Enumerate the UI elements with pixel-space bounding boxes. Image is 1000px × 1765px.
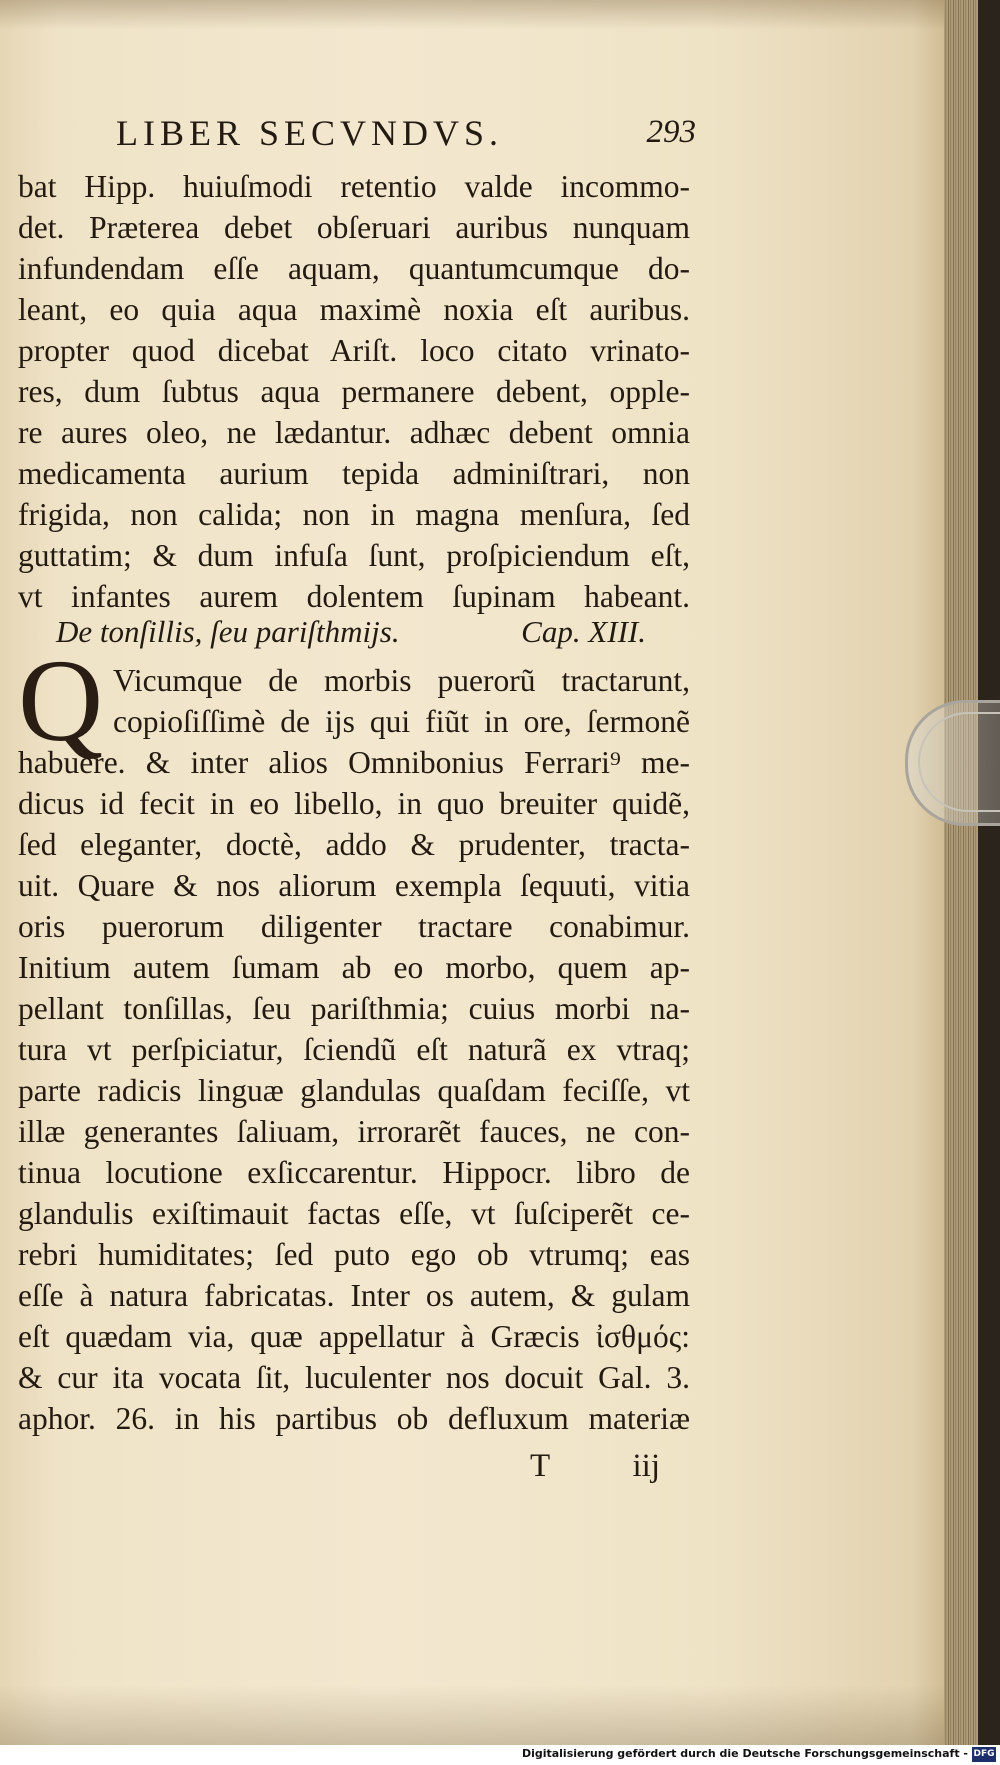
text-line: bat Hipp. huiuſmodi retentio valde incommo-	[18, 169, 690, 204]
text-line: guttatim; & dum infuſa ſunt, proſpiciendum eſt,	[18, 538, 690, 573]
text-line: habuere. & inter alios Omnibonius Ferrari⁹ me-	[18, 745, 690, 780]
text-line: pellant tonſillas, ſeu pariſthmia; cuius morbi na-	[18, 991, 690, 1026]
text-line: parte radicis linguæ glandulas quaſdam feciſſe, vt	[18, 1073, 690, 1108]
text-line: leant, eo quia aqua maximè noxia eſt auribus.	[18, 292, 690, 327]
page-stack-edge	[944, 0, 980, 1745]
paragraph-ears	[18, 166, 690, 617]
text-line: copioſiſſimè de ijs qui fiũt in ore, ſermonẽ	[113, 704, 690, 739]
chapter-number: Cap. XIII.	[521, 614, 646, 649]
text-line: det. Præterea debet obſeruari auribus nunquam	[18, 210, 690, 245]
text-line: re aures oleo, ne lædantur. adhæc debent omnia	[18, 415, 690, 450]
text-line: res, dum ſubtus aqua permanere debent, opple-	[18, 374, 690, 409]
running-head: LIBER SECVNDVS.	[116, 113, 504, 153]
funding-credit: Digitalisierung gefördert durch die Deutsche Forschungsgemeinschaft -	[521, 1747, 968, 1760]
dfg-logo: DFG	[972, 1747, 996, 1762]
text-line: rebri humiditates; ſed puto ego ob vtrumq; eas	[18, 1237, 690, 1272]
text-line: eſt quædam via, quæ appellatur à Græcis ἰσθμός:	[18, 1319, 690, 1354]
drop-cap: Q	[18, 635, 104, 766]
page-header	[116, 112, 696, 160]
text-line: frigida, non calida; non in magna menſura, ſed	[18, 497, 690, 532]
book-cover-edge	[978, 0, 1000, 1765]
text-line: Vicumque de morbis puerorũ tractarunt,	[113, 663, 690, 698]
text-line: Initium autem ſumam ab eo morbo, quem ap-	[18, 950, 690, 985]
text-line: infundendam eſſe aquam, quantumcumque do-	[18, 251, 690, 286]
text-line: oris puerorum diligenter tractare conabimur.	[18, 909, 690, 944]
text-line: tura vt perſpiciatur, ſciendũ eſt naturã ex vtraq;	[18, 1032, 690, 1067]
page-shadow-bottom	[0, 1685, 950, 1745]
text-line: medicamenta aurium tepida adminiſtrari, non	[18, 456, 690, 491]
text-line: eſſe à natura fabricatas. Inter os autem, & gulam	[18, 1278, 690, 1313]
text-line: tinua locutione exſiccarentur. Hippocr. libro de	[18, 1155, 690, 1190]
text-line: & cur ita vocata ſit, luculenter nos docuit Gal. 3.	[18, 1360, 690, 1395]
text-line: dicus id fecit in eo libello, in quo breuiter quidẽ,	[18, 786, 690, 821]
paragraph-tonsils	[18, 660, 690, 1439]
signature-letter: T	[530, 1448, 551, 1484]
text-line: vt infantes aurem dolentem ſupinam habeant.	[18, 579, 690, 614]
chapter-heading	[56, 614, 646, 650]
digitization-footer	[0, 1745, 1000, 1765]
text-line: illæ generantes ſaliuam, irrorarẽt fauces, ne con-	[18, 1114, 690, 1149]
text-line: glandulis exiſtimauit factas eſſe, vt ſuſciperẽt ce-	[18, 1196, 690, 1231]
signature-numeral: iij	[632, 1448, 660, 1484]
page-shadow-top	[0, 0, 950, 30]
text-line: uit. Quare & nos aliorum exempla ſequuti, vitia	[18, 868, 690, 903]
page-number: 293	[646, 114, 696, 150]
text-line: aphor. 26. in his partibus ob defluxum materiæ	[18, 1401, 690, 1436]
signature-mark	[530, 1448, 660, 1485]
text-line: ſed eleganter, doctè, addo & prudenter, tracta-	[18, 827, 690, 862]
chapter-title: De tonſillis, ſeu pariſthmijs.	[56, 614, 400, 649]
text-line: propter quod dicebat Ariſt. loco citato vrinato-	[18, 333, 690, 368]
